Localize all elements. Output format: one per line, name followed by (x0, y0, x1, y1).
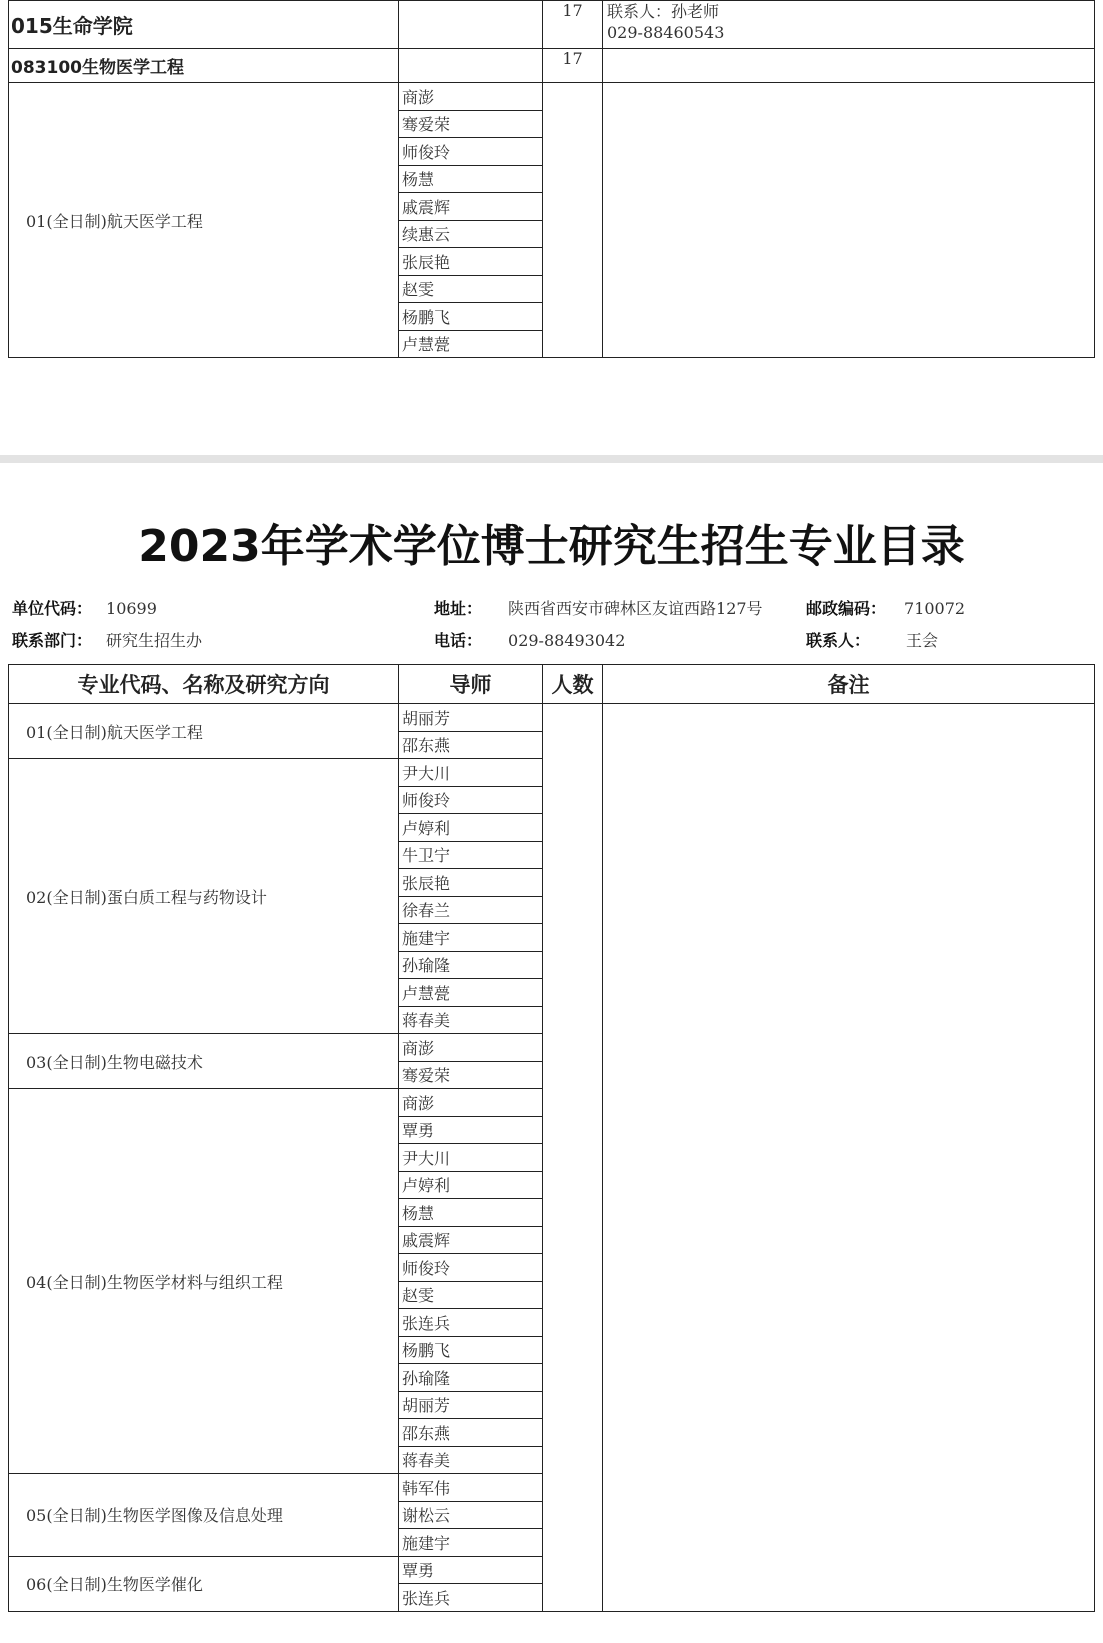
direction-label: 03(全日制)生物电磁技术 (9, 1034, 399, 1089)
unit-code-label: 单位代码： (12, 599, 93, 618)
note-cell (603, 83, 1095, 358)
tutor-name: 戚震辉 (399, 1226, 543, 1254)
tutor-name: 卢慧甍 (399, 330, 543, 358)
address-label: 地址： (434, 599, 483, 618)
tutor-name: 胡丽芳 (399, 1391, 543, 1419)
dept-row-label: 015生命学院 (9, 1, 399, 49)
tutor-name: 邵东燕 (399, 731, 543, 759)
dept-row-contact (603, 1, 1095, 49)
major-row-tutor (399, 49, 543, 83)
catalog-table (8, 664, 1095, 1612)
table-row (9, 704, 1095, 732)
tutor-name: 张辰艳 (399, 248, 543, 276)
tutor-name: 徐春兰 (399, 896, 543, 924)
tutor-name: 覃勇 (399, 1116, 543, 1144)
page-title: 2023年学术学位博士研究生招生专业目录 (138, 521, 965, 572)
postcode (806, 596, 965, 619)
count-cell (543, 83, 603, 358)
tutor-name: 施建宇 (399, 1529, 543, 1557)
tutor-name: 戚震辉 (399, 193, 543, 221)
postcode-label: 邮政编码： (806, 599, 887, 618)
tutor-name: 蒋春美 (399, 1006, 543, 1034)
tutor-name: 孙瑜隆 (399, 1364, 543, 1392)
postcode-value: 710072 (904, 599, 966, 618)
address-value: 陕西省西安市碑林区友谊西路127号 (508, 599, 763, 618)
phone-value: 029-88493042 (508, 631, 626, 650)
contact-person (806, 628, 938, 651)
tutor-name: 张连兵 (399, 1584, 543, 1612)
tutor-name: 蒋春美 (399, 1446, 543, 1474)
dept-contact-phone: 029-88460543 (607, 23, 725, 42)
header-count: 人数 (543, 665, 603, 704)
tutor-name: 卢婷利 (399, 1171, 543, 1199)
tutor-name: 尹大川 (399, 1144, 543, 1172)
note-cell (603, 704, 1095, 1612)
tutor-name: 商澎 (399, 1034, 543, 1062)
tutor-name: 韩军伟 (399, 1474, 543, 1502)
tutor-name: 杨鹏飞 (399, 1336, 543, 1364)
phone (434, 628, 625, 651)
tutor-name: 张辰艳 (399, 869, 543, 897)
tutor-name: 邵东燕 (399, 1419, 543, 1447)
dept-row-tutor (399, 1, 543, 49)
direction-label: 05(全日制)生物医学图像及信息处理 (9, 1474, 399, 1557)
phone-label: 电话： (434, 631, 483, 650)
tutor-name: 杨慧 (399, 1199, 543, 1227)
previous-page-table (8, 0, 1095, 358)
table-row (9, 83, 1095, 111)
contact-person-label: 联系人： (806, 631, 871, 650)
major-row-label: 083100生物医学工程 (9, 49, 399, 83)
dept-row-count: 17 (543, 1, 603, 49)
tutor-name: 谢松云 (399, 1501, 543, 1529)
tutor-name: 骞爱荣 (399, 1061, 543, 1089)
tutor-name: 续惠云 (399, 220, 543, 248)
page-separator (0, 455, 1103, 463)
address (434, 596, 763, 619)
header-major: 专业代码、名称及研究方向 (9, 665, 399, 704)
tutor-name: 杨鹏飞 (399, 303, 543, 331)
tutor-name: 师俊玲 (399, 1254, 543, 1282)
contact-dept-value: 研究生招生办 (106, 631, 203, 650)
top-direction-group (9, 83, 1095, 358)
count-cell (543, 704, 603, 1612)
major-row-note (603, 49, 1095, 83)
direction-label: 06(全日制)生物医学催化 (9, 1556, 399, 1611)
tutor-name: 商澎 (399, 83, 543, 111)
contact-dept (12, 628, 202, 651)
tutor-name: 师俊玲 (399, 138, 543, 166)
tutor-name: 覃勇 (399, 1556, 543, 1584)
tutor-name: 杨慧 (399, 165, 543, 193)
direction-label: 01(全日制)航天医学工程 (9, 83, 399, 358)
tutor-name: 师俊玲 (399, 786, 543, 814)
tutor-name: 赵雯 (399, 275, 543, 303)
tutor-name: 卢慧甍 (399, 979, 543, 1007)
tutor-name: 商澎 (399, 1089, 543, 1117)
direction-label: 04(全日制)生物医学材料与组织工程 (9, 1089, 399, 1474)
tutor-name: 赵雯 (399, 1281, 543, 1309)
dept-contact-name: 联系人：孙老师 (607, 2, 720, 21)
tutor-name: 胡丽芳 (399, 704, 543, 732)
tutor-name: 卢婷利 (399, 814, 543, 842)
header-tutor: 导师 (399, 665, 543, 704)
major-row-count: 17 (543, 49, 603, 83)
catalog-body (9, 704, 1095, 1612)
unit-code-value: 10699 (106, 599, 157, 618)
unit-code (12, 596, 157, 619)
tutor-name: 张连兵 (399, 1309, 543, 1337)
tutor-name: 孙瑜隆 (399, 951, 543, 979)
tutor-name: 施建宇 (399, 924, 543, 952)
header-note: 备注 (603, 665, 1095, 704)
direction-label: 02(全日制)蛋白质工程与药物设计 (9, 759, 399, 1034)
direction-label: 01(全日制)航天医学工程 (9, 704, 399, 759)
tutor-name: 骞爱荣 (399, 110, 543, 138)
tutor-name: 尹大川 (399, 759, 543, 787)
contact-dept-label: 联系部门： (12, 631, 93, 650)
tutor-name: 牛卫宁 (399, 841, 543, 869)
contact-person-value: 王会 (906, 631, 939, 650)
